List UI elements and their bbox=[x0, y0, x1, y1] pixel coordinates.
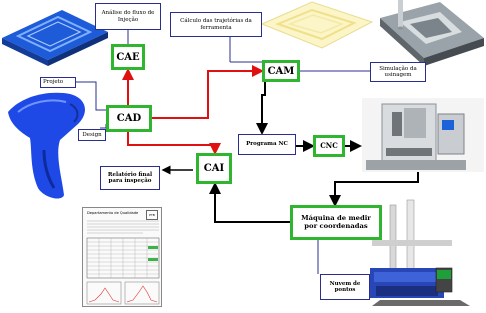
node-cae bbox=[111, 44, 145, 70]
label-relatorio-final: Relatório final para inspeção bbox=[100, 166, 160, 190]
report-title: Departamento de Qualidade bbox=[87, 211, 139, 215]
cnc-machine-image bbox=[362, 98, 484, 172]
label-programa-nc: Programa NC bbox=[238, 134, 296, 155]
node-cnc bbox=[313, 135, 345, 157]
cae-mold-image bbox=[2, 10, 108, 66]
label-design: Design bbox=[78, 129, 106, 141]
label-simulacao: Simulação da usinagem bbox=[370, 62, 426, 82]
label-nuvem-pontos: Nuvem de pontos bbox=[320, 274, 370, 300]
node-cad-label: CAD bbox=[116, 113, 142, 124]
node-cnc-label: CNC bbox=[320, 141, 338, 151]
node-cai bbox=[196, 153, 232, 184]
cam-toolpath-image bbox=[262, 2, 372, 48]
node-cai-label: CAI bbox=[203, 163, 225, 174]
node-cam bbox=[262, 60, 300, 82]
report-logo: PTB bbox=[146, 210, 158, 220]
label-calculo-trajetorias: Cálculo das trajetórias da ferramenta bbox=[170, 12, 262, 37]
node-cad bbox=[106, 105, 152, 132]
inspection-report-image bbox=[82, 207, 162, 307]
cmm-machine-image bbox=[370, 200, 470, 306]
node-cam-label: CAM bbox=[267, 65, 295, 77]
machining-simulation-image bbox=[380, 0, 484, 66]
node-cae-label: CAE bbox=[116, 51, 140, 63]
node-cmm-label: Máquina de medir por coordenadas bbox=[301, 214, 371, 230]
cad-design-image bbox=[8, 93, 85, 199]
report-table-graphic bbox=[83, 208, 162, 307]
node-cmm bbox=[290, 205, 382, 240]
label-analise-fluxo: Análise do fluxo de Injeção bbox=[95, 3, 161, 30]
label-projeto: Projeto bbox=[40, 77, 76, 88]
